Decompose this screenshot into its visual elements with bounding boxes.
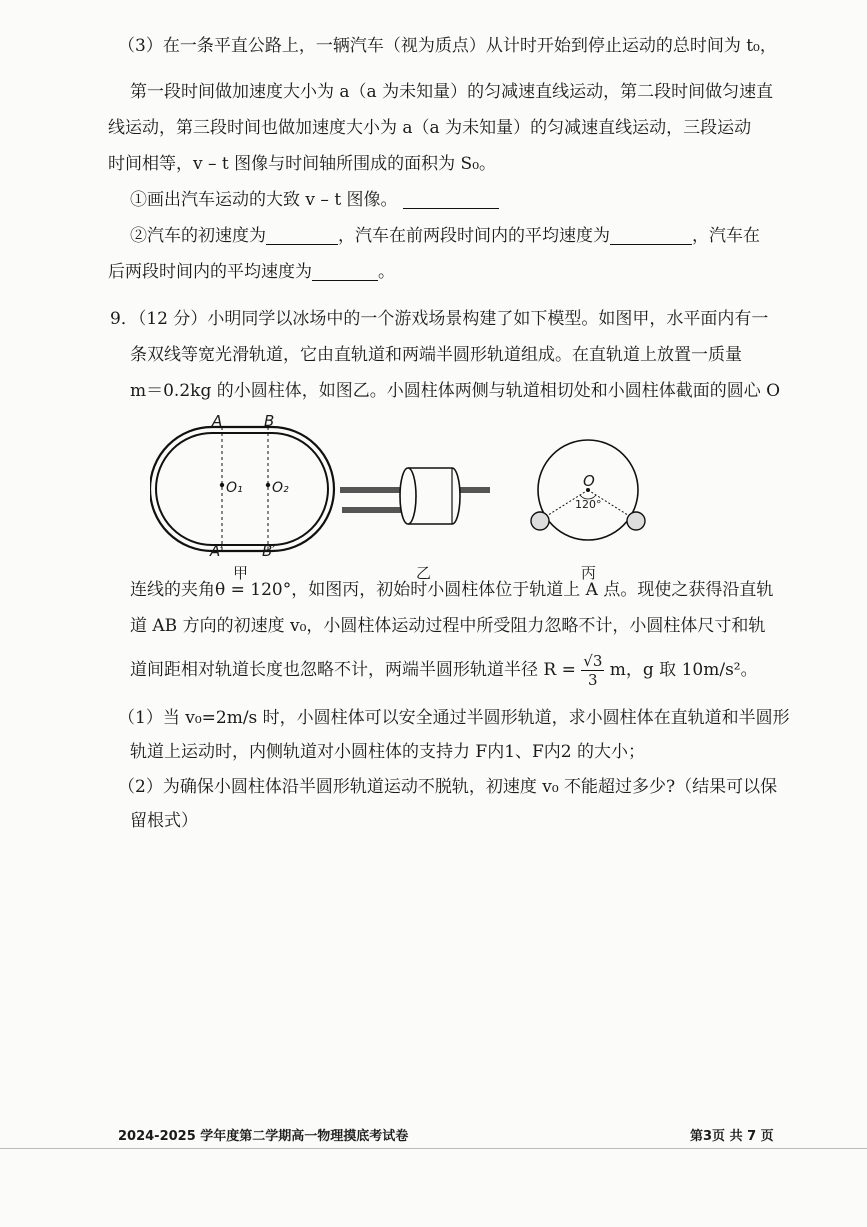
caption-jia: 甲 xyxy=(233,564,249,582)
part3-line7b: 。 xyxy=(378,262,395,282)
answer-blank-avg-last-two[interactable] xyxy=(312,262,378,281)
part3-line1: （3）在一条平直公路上，一辆汽车（视为质点）从计时开始到停止运动的总时间为 t₀， xyxy=(118,36,777,56)
q9-sub2b: 留根式） xyxy=(130,811,198,831)
label-120: 120° xyxy=(575,498,602,511)
label-A-prime: A′ xyxy=(210,542,224,560)
part3-line2: 第一段时间做加速度大小为 a（a 为未知量）的匀减速直线运动，第二段时间做匀速直 xyxy=(130,82,774,102)
figure-cylinder xyxy=(340,468,490,524)
q9-line1: 9．（12 分）小明同学以冰场中的一个游戏场景构建了如下模型。如图甲，水平面内有一 xyxy=(110,309,769,329)
q9-line2: 条双线等宽光滑轨道，它由直轨道和两端半圆形轨道组成。在直轨道上放置一质量 xyxy=(130,345,742,365)
answer-blank-avg-first-two[interactable] xyxy=(610,226,692,245)
q9-line3: m＝0.2kg 的小圆柱体，如图乙。小圆柱体两侧与轨道相切处和小圆柱体截面的圆心 O xyxy=(130,381,781,401)
part3-line3: 线运动，第三段时间也做加速度大小为 a（a 为未知量）的匀减速直线运动，三段运动 xyxy=(108,118,752,138)
part3-line6a: ②汽车的初速度为 xyxy=(130,226,266,246)
answer-blank-graph[interactable] xyxy=(403,190,499,209)
figure-cross-section xyxy=(531,440,645,540)
q9-line6 xyxy=(130,652,758,689)
part3-line5-wrap xyxy=(130,188,499,212)
part3-line4: 时间相等，v – t 图像与时间轴所围成的面积为 S₀。 xyxy=(108,154,497,174)
label-O: O xyxy=(583,472,595,490)
footer-title: 2024-2025 学年度第二学期高一物理摸底考试卷 xyxy=(118,1129,409,1144)
radius-fraction xyxy=(581,652,604,689)
part3-line7 xyxy=(108,260,395,284)
label-A: A xyxy=(212,412,223,430)
label-O1: O₁ xyxy=(226,480,243,496)
part3-line7a: 后两段时间内的平均速度为 xyxy=(108,262,312,282)
part3-line6 xyxy=(130,224,760,248)
q9-line6b: m，g 取 10m/s²。 xyxy=(609,660,758,680)
part3-line6c: ，汽车在 xyxy=(692,226,760,246)
q9-line6a: 道间距相对轨道长度也忽略不计，两端半圆形轨道半径 R = xyxy=(130,660,576,680)
q9-line4: 连线的夹角θ = 120°，如图丙，初始时小圆柱体位于轨道上 A 点。现使之获得沿直轨 xyxy=(130,580,774,600)
q9-line5: 道 AB 方向的初速度 v₀，小圆柱体运动过程中所受阻力忽略不计，小圆柱体尺寸和轨 xyxy=(130,616,766,636)
part3-line5: ①画出汽车运动的大致 v – t 图像。 xyxy=(130,190,398,210)
answer-blank-initial-velocity[interactable] xyxy=(266,226,338,245)
q9-sub1b: 轨道上运动时，内侧轨道对小圆柱体的支持力 F内1、F内2 的大小； xyxy=(130,742,646,762)
footer-divider xyxy=(0,1148,867,1149)
q9-sub2a: （2）为确保小圆柱体沿半圆形轨道运动不脱轨，初速度 v₀ 不能超过多少?（结果可以保 xyxy=(118,777,778,797)
label-O2: O₂ xyxy=(272,480,289,496)
q9-sub1a: （1）当 v₀=2m/s 时，小圆柱体可以安全通过半圆形轨道，求小圆柱体在直轨道和半圆形 xyxy=(118,708,790,728)
radius-denominator: 3 xyxy=(588,671,598,689)
part3-line6b: ，汽车在前两段时间内的平均速度为 xyxy=(338,226,610,246)
radius-numerator: √3 xyxy=(583,652,603,670)
label-B: B xyxy=(264,412,275,430)
footer-page: 第3页 共 7 页 xyxy=(690,1129,774,1144)
caption-bing: 丙 xyxy=(581,564,597,582)
label-B-prime: B′ xyxy=(262,542,276,560)
caption-yi: 乙 xyxy=(416,564,432,582)
